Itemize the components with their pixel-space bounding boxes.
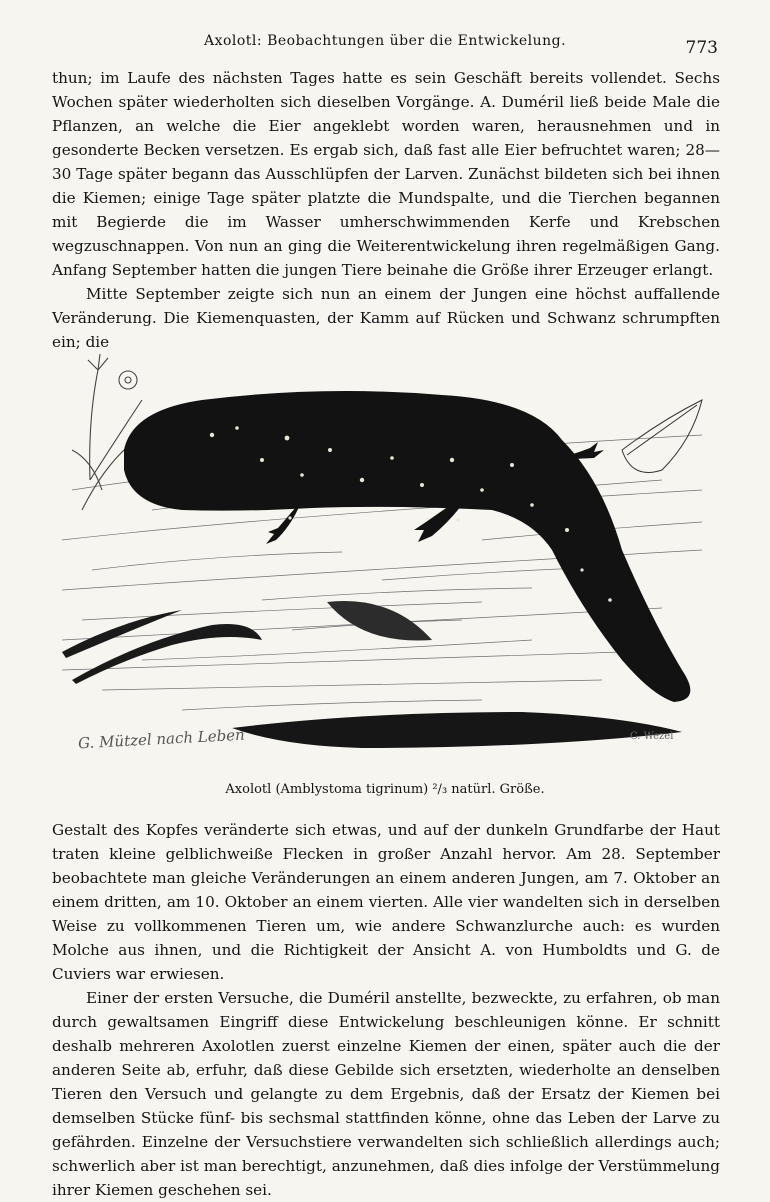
- axolotl-body: [124, 391, 690, 702]
- page-number: 773: [685, 38, 718, 58]
- paragraph: Mitte September zeigte sich nun an einem der Jungen eine höchst auffallende Veränderung. Die Kiemenquasten, der Kamm auf Rücken und Schwanz schrumpften ein; die: [52, 285, 720, 351]
- shadow-strip: [232, 712, 682, 748]
- engraver-signature: C. Wezel: [630, 731, 674, 742]
- paragraph: Einer der ersten Versuche, die Duméril anstellte, bezweckte, zu erfahren, ob man durch gewaltsamen Eingriff diese Entwickelung beschleunigen könne. Er schnitt deshalb mehreren Axolotlen zuerst einzelne Kiemen der einen, später auch die der anderen Seite ab, erfuhr, daß diese Gebilde sich ersetzten, wiederholte an denselben Tieren den Versuch und gelangte zu dem Ergebnis, daß der Ersatz der Kiemen bei demselben Stücke fünf- bis sechsmal stattfinden könne, ohne das Leben der Larve zu gefährden. Einzelne der Versuchstiere verwandelten sich schließlich allerdings auch; schwerlich aber ist man berechtigt, anzunehmen, daß dies infolge der Verstümmelung ihrer Kiemen geschehen sei.: [52, 989, 720, 1199]
- artist-signature: G. Mützel nach Leben: [77, 725, 246, 753]
- body-text-bottom: [52, 818, 720, 1202]
- paragraph: Gestalt des Kopfes veränderte sich etwas, und auf der dunkeln Grundfarbe der Haut traten kleine gelblichweiße Flecken in großer Anzahl hervor. Am 28. September beobachtete man gleiche Veränderungen an einem anderen Jungen, am 7. Oktober an einem dritten, am 10. Oktober an einem vierten. Alle vier wandelten sich in derselben Weise zu vollkommenen Tieren um, wie andere Schwanzlurche auch: es wurden Molche aus ihnen, und die Richtigkeit der Ansicht A. von Humboldts und G. de Cuviers war erwiesen.: [52, 821, 720, 983]
- leaf-right: [622, 400, 702, 473]
- grass-left: [62, 610, 262, 684]
- running-title: Axolotl: Beobachtungen über die Entwickelung.: [203, 33, 567, 49]
- axolotl-illustration: [62, 340, 712, 768]
- paragraph: thun; im Laufe des nächsten Tages hatte es sein Geschäft bereits vollendet. Sechs Wochen später wiederholten sich dieselben Vorgänge. A. Duméril ließ beide Male die Pflanzen, an welche die Eier angeklebt worden waren, herausnehmen und in gesonderte Becken versetzen. Es ergab sich, daß fast alle Eier befruchtet waren; 28—30 Tage später begann das Ausschlüpfen der Larven. Zunächst bildeten sich bei ihnen die Kiemen; einige Tage später platzte die Mundspalte, und die Tierchen begannen mit Begierde die im Wasser umherschwimmenden Kerfe und Krebschen wegzuschnappen. Von nun an ging die Weiterentwickelung ihren regelmäßigen Gang. Anfang September hatten die jungen Tiere beinahe die Größe ihrer Erzeuger erlangt.: [52, 69, 720, 279]
- engraving-drawing: [62, 340, 712, 768]
- body-text-top: [52, 66, 720, 354]
- figure-caption: Axolotl (Amblystoma tigrinum) ²/₃ natürl. Größe.: [225, 782, 545, 797]
